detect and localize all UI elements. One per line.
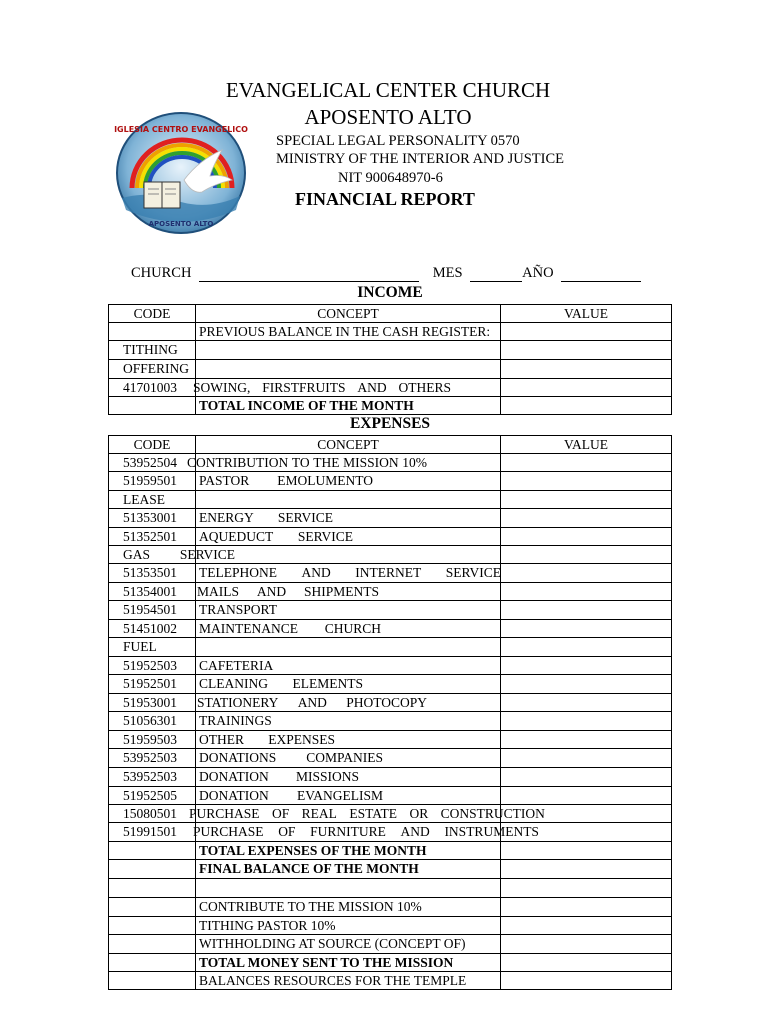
word: MAINTENANCE	[199, 620, 298, 636]
expense-value-cell[interactable]	[501, 472, 672, 491]
income-table	[108, 304, 672, 415]
expense-concept-cell	[196, 638, 501, 657]
expense-value-cell[interactable]	[501, 805, 672, 823]
expense-code-cell	[109, 546, 235, 564]
income-concept-header: CONCEPT	[196, 305, 501, 323]
expense-concept-cell	[196, 768, 501, 787]
word: PURCHASE	[189, 805, 260, 821]
church-label: CHURCH	[131, 265, 192, 281]
income-value-cell[interactable]	[501, 323, 672, 341]
expense-value-cell[interactable]	[501, 768, 672, 787]
expense-concept-cell: TRANSPORT	[196, 601, 501, 620]
expense-code-cell: 51953001	[109, 694, 196, 712]
expense-concept-cell	[196, 583, 501, 601]
word: TO	[291, 454, 310, 470]
word: AND	[400, 824, 430, 839]
table-row	[109, 842, 672, 860]
word: THE	[313, 454, 340, 470]
word: EMOLUMENTO	[277, 473, 373, 488]
word: EXPENSES	[268, 731, 335, 747]
table-row	[109, 360, 672, 379]
table-row	[109, 749, 672, 768]
org-name-line2: APOSENTO ALTO	[304, 105, 472, 129]
income-value-cell[interactable]	[501, 379, 672, 397]
table-row	[109, 638, 672, 657]
word: DONATION	[199, 787, 269, 803]
table-row	[109, 491, 672, 509]
table-row	[109, 787, 672, 805]
table-row	[109, 675, 672, 694]
expense-value-cell[interactable]	[501, 694, 672, 712]
expense-code-cell: 51952501	[109, 675, 196, 694]
word: PHOTOCOPY	[346, 694, 427, 710]
expense-value-cell[interactable]	[501, 972, 672, 990]
table-row	[109, 879, 672, 898]
income-concept-cell	[196, 360, 501, 379]
table-row	[109, 601, 672, 620]
table-row	[109, 546, 672, 564]
expense-concept-cell	[196, 472, 501, 491]
expense-code-cell	[109, 972, 196, 990]
expense-concept-cell	[196, 694, 501, 712]
expense-code-cell	[109, 935, 196, 954]
church-blank[interactable]	[199, 265, 419, 282]
expense-value-cell[interactable]	[501, 823, 672, 842]
word: SERVICE	[297, 528, 353, 544]
expense-concept-cell: WITHHOLDING AT SOURCE (CONCEPT OF)	[196, 935, 501, 954]
org-name-line1: EVANGELICAL CENTER CHURCH	[225, 78, 551, 102]
word: SHIPMENTS	[303, 583, 379, 599]
expense-concept-cell: FINAL BALANCE OF THE MONTH	[196, 860, 501, 879]
expense-concept-text	[199, 769, 359, 785]
expense-concept-text	[199, 621, 381, 637]
ano-blank[interactable]	[561, 265, 641, 282]
table-row	[109, 972, 672, 990]
income-code-cell: TITHING	[109, 341, 196, 360]
expense-value-cell[interactable]	[501, 509, 672, 528]
table-row	[109, 860, 672, 879]
income-value-header: VALUE	[501, 305, 672, 323]
expense-value-cell[interactable]	[501, 787, 672, 805]
table-row	[109, 509, 672, 528]
income-concept-cell: PREVIOUS BALANCE IN THE CASH REGISTER:	[196, 323, 501, 341]
table-row	[109, 954, 672, 972]
word: OF	[271, 805, 290, 821]
expense-concept-cell: TOTAL MONEY SENT TO THE MISSION	[196, 954, 501, 972]
expense-concept-text	[199, 529, 353, 545]
expense-concept-text	[187, 455, 427, 471]
logo-text-bottom: APOSENTO ALTO	[148, 220, 214, 228]
report-title: FINANCIAL REPORT	[295, 189, 475, 209]
expense-concept-cell: TRAININGS	[196, 712, 501, 731]
expense-value-cell[interactable]	[501, 564, 672, 583]
expense-code-cell: 53952503	[109, 768, 196, 787]
word: DONATION	[199, 769, 269, 784]
expense-concept-text	[199, 732, 335, 748]
expense-code-cell: 51952503	[109, 657, 196, 675]
word: OTHERS	[398, 379, 451, 395]
table-row	[109, 935, 672, 954]
word: AQUEDUCT	[199, 528, 274, 544]
expense-value-cell[interactable]	[501, 491, 672, 509]
expense-code-cell: 51991501	[109, 823, 196, 842]
income-value-cell[interactable]	[501, 341, 672, 360]
word: SERVICE	[277, 510, 333, 525]
expense-concept-cell: BALANCES RESOURCES FOR THE TEMPLE	[196, 972, 501, 990]
expense-concept-text	[197, 695, 427, 711]
expense-code-cell	[109, 954, 196, 972]
mes-blank[interactable]	[470, 265, 522, 282]
expense-concept-cell	[196, 675, 501, 694]
expense-code-cell: 51952505	[109, 787, 196, 805]
table-row	[109, 657, 672, 675]
expense-concept-cell: CONTRIBUTE TO THE MISSION 10%	[196, 898, 501, 917]
expenses-title: EXPENSES	[349, 415, 431, 432]
expense-concept-cell: CAFETERIA	[196, 657, 501, 675]
expense-value-cell[interactable]	[501, 675, 672, 694]
expenses-code-header: CODE	[109, 436, 196, 454]
expense-concept-text	[197, 584, 379, 600]
expense-code-cell: 51354001	[109, 583, 196, 601]
expense-concept-cell	[189, 805, 545, 823]
word: OR	[409, 805, 429, 821]
word: TELEPHONE	[199, 565, 277, 580]
table-row	[109, 898, 672, 917]
expense-concept-text	[199, 510, 333, 526]
table-row	[109, 694, 672, 712]
word: AND	[256, 583, 287, 599]
expense-value-cell[interactable]	[501, 749, 672, 768]
expense-concept-text	[189, 806, 545, 822]
expenses-concept-header: CONCEPT	[196, 436, 501, 454]
nit-line: NIT 900648970-6	[338, 170, 443, 186]
word: AND	[297, 694, 327, 710]
expense-value-cell[interactable]	[501, 731, 672, 749]
expense-concept-cell	[196, 731, 501, 749]
table-row	[109, 341, 672, 360]
expense-concept-cell	[187, 454, 501, 472]
expense-concept-cell	[193, 823, 539, 842]
income-total-label: TOTAL INCOME OF THE MONTH	[196, 397, 501, 415]
ministry-line: MINISTRY OF THE INTERIOR AND JUSTICE	[276, 151, 564, 167]
expense-value-cell[interactable]	[501, 879, 672, 898]
expenses-value-header: VALUE	[501, 436, 672, 454]
expense-concept-cell	[196, 787, 501, 805]
expense-concept-cell	[196, 879, 501, 898]
expense-concept-text	[199, 565, 501, 581]
table-row	[109, 454, 672, 472]
table-row	[109, 323, 672, 341]
expense-code-cell: 53952503	[109, 749, 196, 768]
word: ELEMENTS	[292, 676, 363, 691]
expense-value-cell[interactable]	[501, 601, 672, 620]
expense-value-cell[interactable]	[501, 935, 672, 954]
table-row	[109, 712, 672, 731]
table-row	[109, 528, 672, 546]
table-row	[109, 397, 672, 415]
table-row	[109, 583, 672, 601]
expense-concept-cell	[196, 491, 501, 509]
expense-code-cell: LEASE	[109, 491, 196, 509]
expense-code-cell	[109, 860, 196, 879]
word: SERVICE	[445, 565, 501, 580]
expense-value-cell[interactable]	[501, 898, 672, 917]
expense-concept-cell	[196, 528, 501, 546]
expense-value-cell[interactable]	[501, 842, 672, 860]
expense-concept-cell	[196, 749, 501, 768]
word: CHURCH	[324, 620, 381, 636]
expense-code-cell	[109, 917, 196, 935]
word: OTHER	[199, 731, 244, 747]
word: MISSION	[343, 454, 399, 470]
word: GAS	[123, 546, 151, 562]
word: COMPANIES	[306, 750, 383, 765]
expense-code-cell: 53952504	[109, 454, 196, 472]
expense-code-cell: 51954501	[109, 601, 196, 620]
word: CONTRIBUTION	[187, 454, 289, 470]
form-line	[131, 265, 641, 282]
expense-concept-cell	[196, 509, 501, 528]
word: CONSTRUCTION	[440, 805, 545, 821]
expense-concept-cell	[196, 620, 501, 638]
expense-concept-text	[193, 824, 539, 840]
word: INSTRUMENTS	[444, 824, 539, 839]
expense-code-cell: 51451002	[109, 620, 196, 638]
word: MISSIONS	[295, 769, 359, 784]
expense-code-cell: 15080501	[109, 805, 196, 823]
word: STATIONERY	[197, 694, 279, 710]
expense-code-cell: 51353001	[109, 509, 196, 528]
expense-value-cell[interactable]	[501, 638, 672, 657]
income-concept-text	[193, 380, 451, 396]
expenses-table	[108, 435, 672, 990]
mes-label: MES	[432, 265, 463, 281]
word: OF	[278, 824, 296, 839]
table-row	[109, 823, 672, 842]
word: EVANGELISM	[296, 787, 383, 803]
expense-value-cell[interactable]	[501, 917, 672, 935]
expense-code-cell: 51352501	[109, 528, 196, 546]
expense-value-cell[interactable]	[501, 712, 672, 731]
income-code-header: CODE	[109, 305, 196, 323]
table-row	[109, 564, 672, 583]
expense-concept-text	[199, 676, 363, 692]
word: PASTOR	[199, 473, 250, 488]
expense-code-cell: 51959503	[109, 731, 196, 749]
expense-value-cell[interactable]	[501, 954, 672, 972]
word: 10%	[402, 454, 427, 470]
word: ENERGY	[199, 510, 254, 525]
expense-value-cell[interactable]	[501, 620, 672, 638]
table-row	[109, 805, 672, 823]
expense-concept-cell: TITHING PASTOR 10%	[196, 917, 501, 935]
income-code-cell	[109, 323, 196, 341]
word: DONATIONS	[199, 750, 277, 765]
expense-value-cell[interactable]	[501, 528, 672, 546]
income-title: INCOME	[357, 284, 423, 301]
expense-code-cell	[109, 842, 196, 860]
word: AND	[357, 379, 387, 395]
word: AND	[301, 565, 331, 580]
expenses-header-row	[109, 436, 672, 454]
word: FIRSTFRUITS	[262, 379, 346, 395]
expense-value-cell[interactable]	[501, 546, 672, 564]
word: PURCHASE	[193, 824, 264, 839]
table-row	[109, 620, 672, 638]
word: MAILS	[197, 583, 240, 599]
table-row	[109, 379, 672, 397]
income-code-cell	[109, 397, 196, 415]
expense-code-cell: FUEL	[109, 638, 196, 657]
income-code-cell: OFFERING	[109, 360, 196, 379]
word: ESTATE	[349, 805, 398, 821]
expense-concept-cell	[196, 564, 501, 583]
expense-value-cell[interactable]	[501, 454, 672, 472]
expense-code-cell: 51353501	[109, 564, 196, 583]
word: INTERNET	[355, 565, 422, 580]
church-logo-seal	[114, 110, 248, 236]
expense-concept-text	[199, 788, 383, 804]
ano-label: AÑO	[522, 265, 554, 281]
logo-text-top: IGLESIA CENTRO EVANGELICO	[114, 125, 248, 134]
word: FURNITURE	[310, 824, 386, 839]
income-concept-cell	[196, 341, 501, 360]
expense-value-cell[interactable]	[501, 583, 672, 601]
income-value-cell[interactable]	[501, 360, 672, 379]
expense-code-cell: 51959501	[109, 472, 196, 491]
expense-concept-cell	[196, 546, 501, 564]
income-code-cell: 41701003	[109, 379, 196, 397]
word: SERVICE	[179, 546, 235, 562]
expense-code-cell	[109, 879, 196, 898]
table-row	[109, 472, 672, 491]
word: CLEANING	[199, 676, 268, 691]
expense-code-cell	[109, 898, 196, 917]
expense-concept-text	[199, 750, 383, 766]
expense-code-cell: 51056301	[109, 712, 196, 731]
table-row	[109, 731, 672, 749]
word: SOWING,	[193, 379, 251, 395]
income-value-cell[interactable]	[501, 397, 672, 415]
expense-concept-cell: TOTAL EXPENSES OF THE MONTH	[196, 842, 501, 860]
table-row	[109, 768, 672, 787]
legal-personality: SPECIAL LEGAL PERSONALITY 0570	[276, 133, 520, 149]
expense-concept-text	[199, 473, 373, 489]
income-header-row	[109, 305, 672, 323]
expense-value-cell[interactable]	[501, 657, 672, 675]
income-concept-cell	[193, 379, 501, 397]
table-row	[109, 917, 672, 935]
word: REAL	[301, 805, 337, 821]
expense-value-cell[interactable]	[501, 860, 672, 879]
